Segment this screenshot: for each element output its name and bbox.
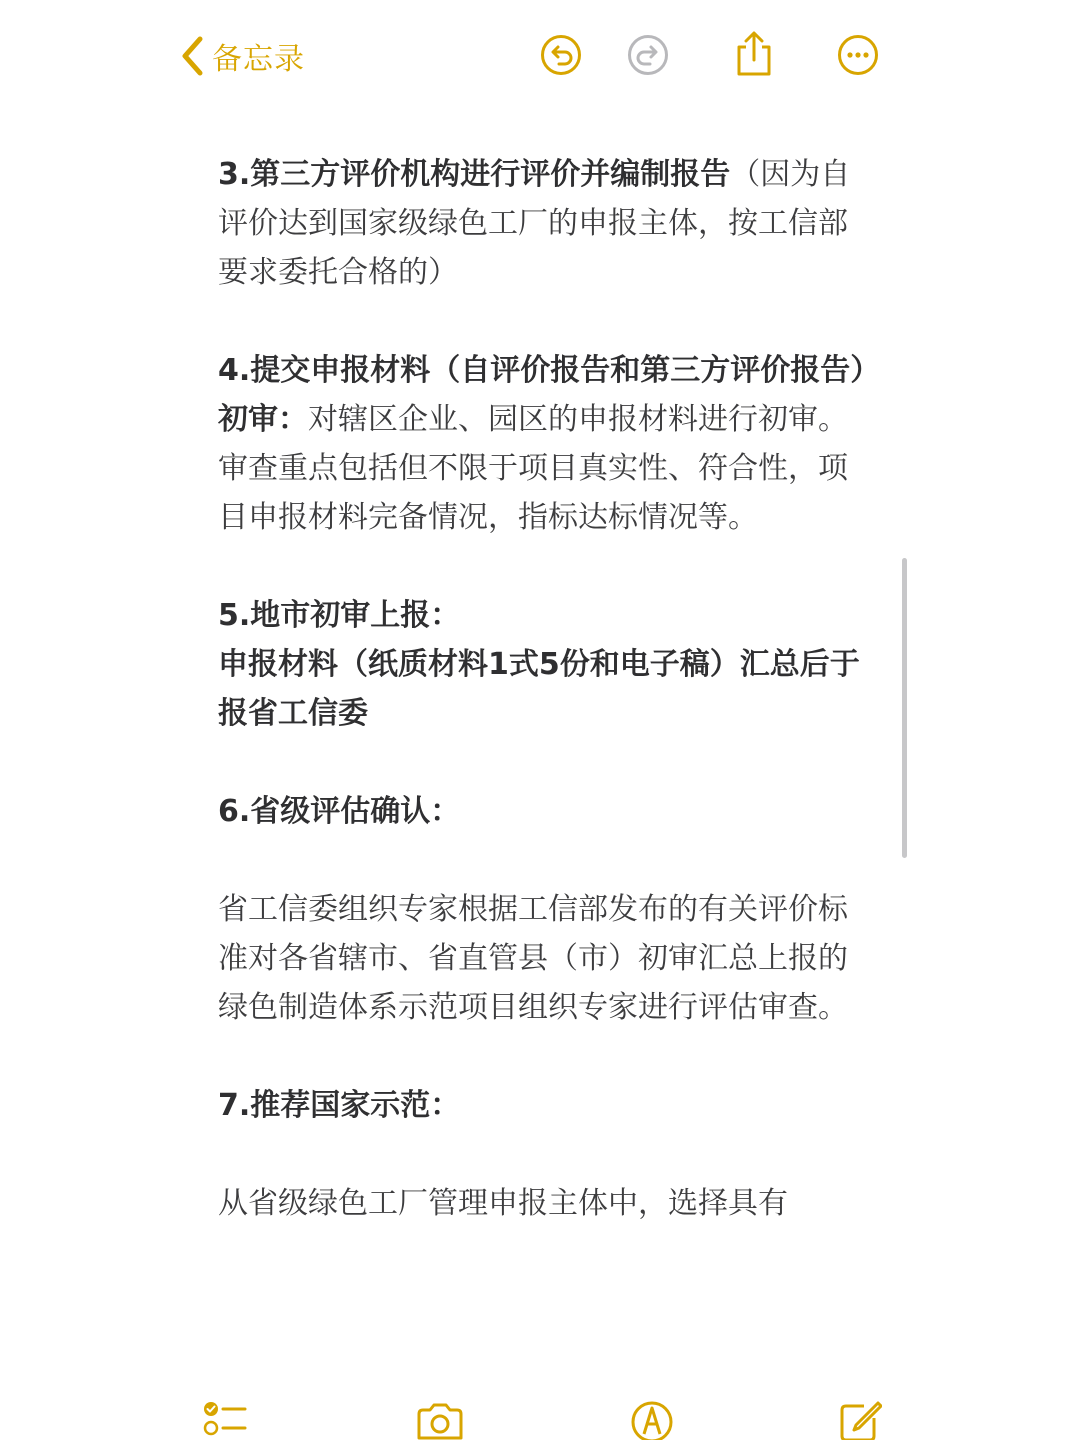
note-paragraph-3 <box>218 150 868 297</box>
note-paragraph-7-heading <box>218 1081 868 1130</box>
step-5-heading: 5.地市初审上报： <box>218 598 461 633</box>
step-6-heading: 6.省级评估确认： <box>218 794 461 829</box>
step-7-body: 从省级绿色工厂管理申报主体中，选择具有 <box>218 1186 788 1221</box>
bottom-toolbar <box>0 1388 1080 1440</box>
checklist-icon[interactable] <box>203 1400 247 1440</box>
step-3-heading: 3.第三方评价机构进行评价并编制报告 <box>218 157 731 192</box>
preliminary-review-body: 对辖区企业、园区的申报材料进行初审。审查重点包括但不限于项目真实性、符合性，项目申报材料完备情况，指标达标情况等。 <box>218 402 848 535</box>
note-paragraph-6-heading <box>218 787 868 836</box>
note-paragraph-7-body <box>218 1179 868 1228</box>
undo-icon[interactable] <box>540 34 582 76</box>
chevron-left-icon <box>180 35 206 77</box>
back-button[interactable] <box>180 30 305 82</box>
step-5-detail: 申报材料（纸质材料1式5份和电子稿）汇总后于报省工信委 <box>218 647 860 731</box>
more-icon[interactable] <box>837 34 879 76</box>
compose-icon[interactable] <box>838 1400 882 1440</box>
scrollbar[interactable] <box>902 558 907 858</box>
step-3-body: （因为自评价达到国家级绿色工厂的申报主体，按工信部要求委托合格的） <box>218 157 851 290</box>
camera-icon[interactable] <box>415 1400 465 1440</box>
step-6-body: 省工信委组织专家根据工信部发布的有关评价标准对各省辖市、省直管县（市）初审汇总上报的绿色制造体系示范项目组织专家进行评估审查。 <box>218 892 848 1025</box>
note-body[interactable] <box>218 150 881 1228</box>
step-7-heading: 7.推荐国家示范： <box>218 1088 461 1123</box>
share-icon[interactable] <box>733 30 775 78</box>
back-label: 备忘录 <box>212 42 305 77</box>
redo-icon[interactable] <box>627 34 669 76</box>
preliminary-review-label: 初审： <box>218 402 308 437</box>
note-paragraph-4 <box>218 346 881 542</box>
note-paragraph-6-body <box>218 885 868 1032</box>
step-4-heading: 4.提交申报材料（自评价报告和第三方评价报告） <box>218 353 881 388</box>
step-4-preliminary-review <box>218 395 868 542</box>
top-toolbar <box>0 0 1080 110</box>
markup-pen-icon[interactable] <box>630 1400 674 1440</box>
note-paragraph-5 <box>218 591 868 738</box>
